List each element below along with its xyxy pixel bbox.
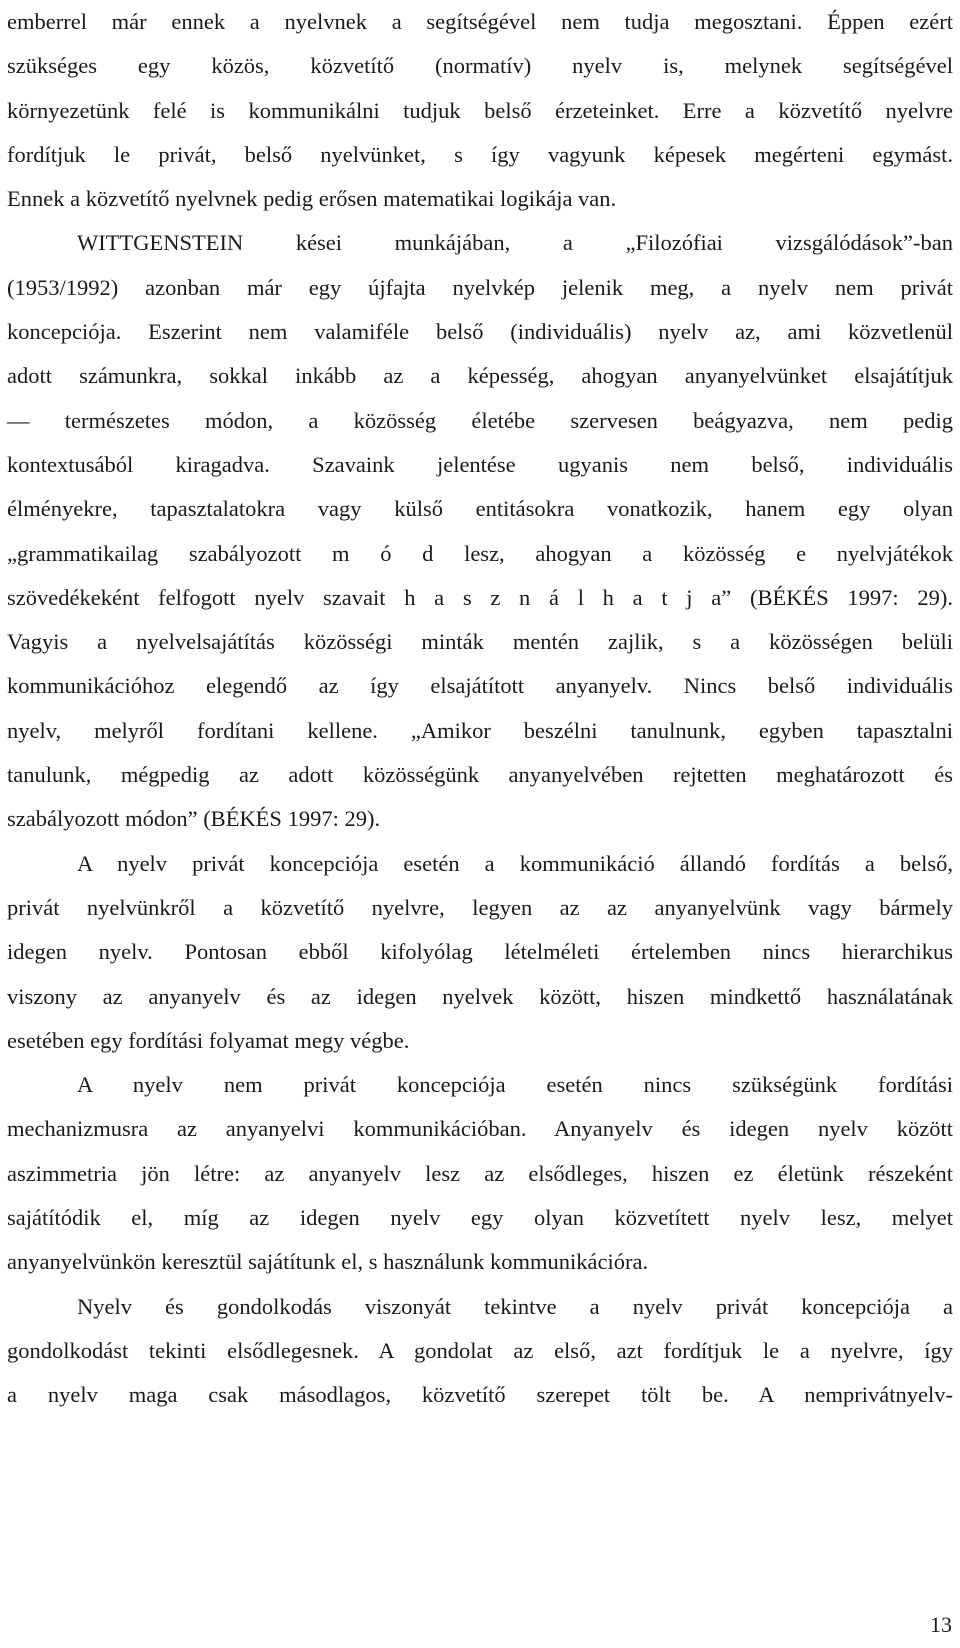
text-line: viszony az anyanyelv és az idegen nyelvek között, hiszen mindkettő használatának [7, 983, 953, 1009]
text-line: szabályozott módon” (BÉKÉS 1997: 29). [7, 806, 381, 832]
paragraph [7, 0, 953, 221]
text-line: aszimmetria jön létre: az anyanyelv lesz az elsődleges, hiszen ez életünk részeként [7, 1160, 953, 1186]
text-line: anyanyelvünkön keresztül sajátítunk el, s használunk kommunikációra. [7, 1249, 649, 1275]
text-line: A nyelv privát koncepciója esetén a kommunikáció állandó fordítás a belső, [77, 850, 953, 876]
text-line: környezetünk felé is kommunikálni tudjuk belső érzeteinket. Erre a közvetítő nyelvre [7, 97, 953, 123]
text-line: tanulunk, mégpedig az adott közösségünk anyanyelvében rejtetten meghatározott és [7, 762, 953, 788]
text-line: élményekre, tapasztalatokra vagy külső entitásokra vonatkozik, hanem egy olyan [7, 496, 953, 522]
page-body [7, 0, 953, 1418]
text-line: fordítjuk le privát, belső nyelvünket, s így vagyunk képesek megérteni egymást. [7, 141, 953, 167]
page-number: 13 [930, 1612, 952, 1637]
text-line: Nyelv és gondolkodás viszonyát tekintve a nyelv privát koncepciója a [77, 1293, 953, 1319]
text-line: emberrel már ennek a nyelvnek a segítségével nem tudja megosztani. Éppen ezért [7, 9, 953, 34]
text-line: szükséges egy közös, közvetítő (normatív) nyelv is, melynek segítségével [7, 53, 953, 79]
text-line: „grammatikailag szabályozott m ó d lesz, ahogyan a közösség e nyelvjátékok [7, 540, 953, 566]
text-line: esetében egy fordítási folyamat megy végbe. [7, 1027, 410, 1053]
paragraph [7, 221, 953, 841]
paragraph [7, 1063, 953, 1284]
text-line: mechanizmusra az anyanyelvi kommunikációban. Anyanyelv és idegen nyelv között [7, 1116, 953, 1142]
text-line: sajátítódik el, míg az idegen nyelv egy olyan közvetített nyelv lesz, melyet [7, 1205, 953, 1231]
text-line: privát nyelvünkről a közvetítő nyelvre, legyen az az anyanyelvünk vagy bármely [7, 894, 953, 920]
text-line: kontextusából kiragadva. Szavaink jelentése ugyanis nem belső, individuális [7, 451, 953, 477]
text-line: adott számunkra, sokkal inkább az a képesség, ahogyan anyanyelvünket elsajátítjuk [7, 363, 953, 389]
text-line: A nyelv nem privát koncepciója esetén nincs szükségünk fordítási [77, 1072, 953, 1098]
text-line: Ennek a közvetítő nyelvnek pedig erősen matematikai logikája van. [7, 186, 617, 212]
paragraph [7, 1285, 953, 1418]
text-line: a nyelv maga csak másodlagos, közvetítő szerepet tölt be. A nemprivátnyelv- [7, 1382, 953, 1408]
text-line: (1953/1992) azonban már egy újfajta nyelvkép jelenik meg, a nyelv nem privát [7, 274, 953, 300]
text-line: szövedékeként felfogott nyelv szavait h a s z n á l h a t j a” (BÉKÉS 1997: 29). [7, 584, 953, 610]
text-line: WITTGENSTEIN kései munkájában, a „Filozófiai vizsgálódások”-ban [77, 230, 953, 256]
text-line: Vagyis a nyelvelsajátítás közösségi minták mentén zajlik, s a közösségen belüli [7, 629, 953, 655]
text-line: gondolkodást tekinti elsődlegesnek. A gondolat az első, azt fordítjuk le a nyelvre, így [7, 1337, 953, 1363]
text-line: idegen nyelv. Pontosan ebből kifolyólag lételméleti értelemben nincs hierarchikus [7, 939, 953, 965]
text-line: nyelv, melyről fordítani kellene. „Amikor beszélni tanulnunk, egyben tapasztalni [7, 717, 953, 743]
text-line: koncepciója. Eszerint nem valamiféle belső (individuális) nyelv az, ami közvetlenül [7, 319, 953, 345]
paragraph [7, 842, 953, 1063]
text-line: — természetes módon, a közösség életébe szervesen beágyazva, nem pedig [7, 407, 953, 433]
text-line: kommunikációhoz elegendő az így elsajátított anyanyelv. Nincs belső individuális [7, 673, 953, 699]
